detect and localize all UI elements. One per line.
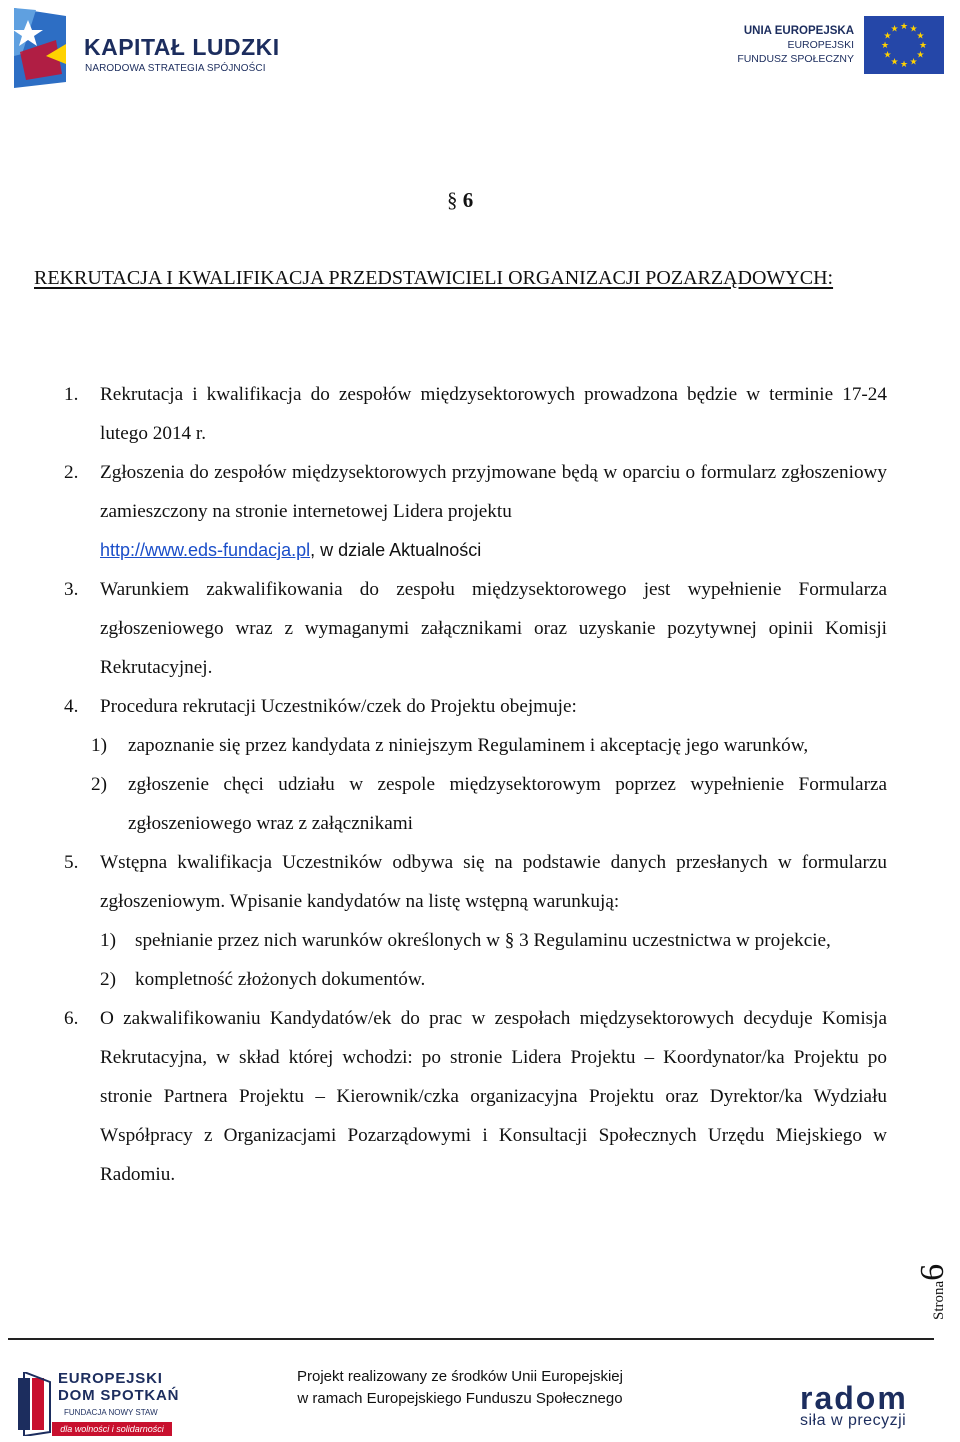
list-item-number: 5. — [64, 852, 79, 873]
list-item-number: 4. — [64, 696, 79, 717]
sub-list-item — [0, 765, 887, 843]
section-number: 6 — [462, 188, 474, 212]
list-item — [0, 570, 887, 687]
eds-logo-line2: DOM SPOTKAŃ — [58, 1387, 180, 1404]
eu-star-icon: ★ — [899, 21, 909, 31]
kapital-ludzki-flag-icon — [6, 4, 78, 88]
eu-star-icon: ★ — [916, 49, 925, 60]
section-heading — [447, 188, 473, 213]
eu-star-icon: ★ — [909, 23, 918, 34]
list-item — [0, 999, 887, 1194]
section-symbol: § — [447, 188, 458, 212]
list-item-number: 3. — [64, 579, 79, 600]
sub-list-item — [0, 921, 887, 960]
kapital-ludzki-title: KAPITAŁ LUDZKI — [84, 34, 280, 60]
list-item-text-after-link: , w dziale Aktualności — [310, 540, 482, 560]
eu-star-icon: ★ — [880, 40, 890, 50]
list-item-number: 2. — [64, 462, 79, 483]
list-item — [0, 453, 887, 570]
eu-star-icon: ★ — [890, 23, 899, 34]
eds-logo-line1: EUROPEJSKI — [58, 1370, 163, 1387]
eu-star-icon: ★ — [883, 49, 892, 60]
eds-emblem-icon — [14, 1372, 54, 1436]
eds-logo — [14, 1370, 184, 1440]
eds-logo-title — [58, 1370, 179, 1404]
eu-star-icon: ★ — [890, 56, 899, 67]
eu-star-icon: ★ — [883, 30, 892, 41]
list-item-text: Wstępna kwalifikacja Uczestników odbywa się na podstawie danych przesłanych w formularzu zgłoszeniowym. Wpisanie kandydatów na listę wstępną warunkują: — [100, 852, 887, 912]
radom-logo — [800, 1380, 930, 1432]
sub-list-item-text: kompletność złożonych dokumentów. — [135, 969, 426, 990]
eu-star-icon: ★ — [916, 30, 925, 41]
document-heading: REKRUTACJA I KWALIFIKACJA PRZEDSTAWICIELI ORGANIZACJI POZARZĄDOWYCH: — [34, 267, 834, 289]
eu-logo-line1: UNIA EUROPEJSKA — [743, 25, 854, 37]
eu-star-icon: ★ — [909, 56, 918, 67]
list-item-number: 1. — [64, 384, 79, 405]
page-number-label: Strona — [931, 1280, 947, 1320]
eu-logo-line2: EUROPEJSKI — [787, 39, 854, 51]
eu-logo-line3: FUNDUSZ SPOŁECZNY — [737, 53, 854, 65]
sub-list-item-number: 2) — [91, 774, 107, 795]
sub-list-item-text: zgłoszenie chęci udziału w zespole międzysektorowym poprzez wypełnienie Formularza zgłoszeniowego wraz z załącznikami — [128, 774, 887, 834]
eds-logo-motto: dla wolności i solidarności — [52, 1422, 172, 1436]
list-item-number: 6. — [64, 1008, 79, 1029]
list-item — [0, 843, 887, 921]
sub-list-item-text: spełnianie przez nich warunków określonych w § 3 Regulaminu uczestnictwa w projekcie, — [135, 930, 831, 951]
footer-funding-note — [280, 1366, 640, 1410]
sub-list-item — [0, 960, 887, 999]
radom-logo-word: radom — [800, 1380, 908, 1416]
page-number — [912, 1232, 960, 1322]
eds-logo-line3: FUNDACJA NOWY STAW — [64, 1408, 158, 1417]
sub-list-item-number: 1) — [100, 930, 116, 951]
list-item-text: O zakwalifikowaniu Kandydatów/ek do prac w zespołach międzysektorowych decyduje Komisja Rekrutacyjna, w skład której wchodzi: po stronie Lidera Projektu – Koordynator/ka Projektu po stronie Partnera Projektu – Kierownik/czka organizacyjna Projektu oraz Dyrektor/ka Wydziału Współpracy z Organizacjami Pozarządowymi i Konsultacji Społecznych Urzędu Miejskiego w Radomiu. — [100, 1008, 887, 1185]
eu-flag-icon — [864, 16, 944, 74]
sub-list-item-number: 1) — [91, 735, 107, 756]
list-item-text: Rekrutacja i kwalifikacja do zespołów międzysektorowych prowadzona będzie w terminie 17-24 lutego 2014 r. — [100, 384, 887, 444]
footer-line1: Projekt realizowany ze środków Unii Europejskiej — [297, 1368, 623, 1385]
sub-list-item — [0, 726, 887, 765]
numbered-list — [0, 375, 960, 1194]
list-item — [0, 375, 887, 453]
eu-logo-text — [737, 24, 854, 66]
list-item — [0, 687, 887, 726]
page-number-value: 6 — [914, 1263, 951, 1281]
footer-divider — [8, 1338, 934, 1340]
kapital-ludzki-subtitle: NARODOWA STRATEGIA SPÓJNOŚCI — [85, 63, 266, 74]
list-item-text: Procedura rekrutacji Uczestników/czek do Projektu obejmuje: — [100, 696, 577, 717]
radom-logo-motto: siła w precyzji — [800, 1412, 907, 1429]
eu-star-icon: ★ — [899, 59, 909, 69]
sub-list-item-number: 2) — [100, 969, 116, 990]
eu-logo — [724, 16, 944, 74]
page-number-rotated — [914, 1264, 952, 1320]
lider-website-link[interactable]: http://www.eds-fundacja.pl — [100, 540, 311, 560]
kapital-ludzki-logo — [6, 4, 280, 88]
sub-list-item-text: zapoznanie się przez kandydata z niniejszym Regulaminem i akceptację jego warunków, — [128, 735, 809, 756]
list-item-text: Zgłoszenia do zespołów międzysektorowych przyjmowane będą w oparciu o formularz zgłoszeniowy zamieszczony na stronie internetowej Lidera projektu — [100, 462, 887, 522]
eu-star-icon: ★ — [918, 40, 928, 50]
list-item-text: Warunkiem zakwalifikowania do zespołu międzysektorowego jest wypełnienie Formularza zgłoszeniowego wraz z wymaganymi załącznikami oraz uzyskanie pozytywnej opinii Komisji Rekrutacyjnej. — [100, 579, 887, 678]
footer-line2: w ramach Europejskiego Funduszu Społecznego — [297, 1390, 623, 1407]
